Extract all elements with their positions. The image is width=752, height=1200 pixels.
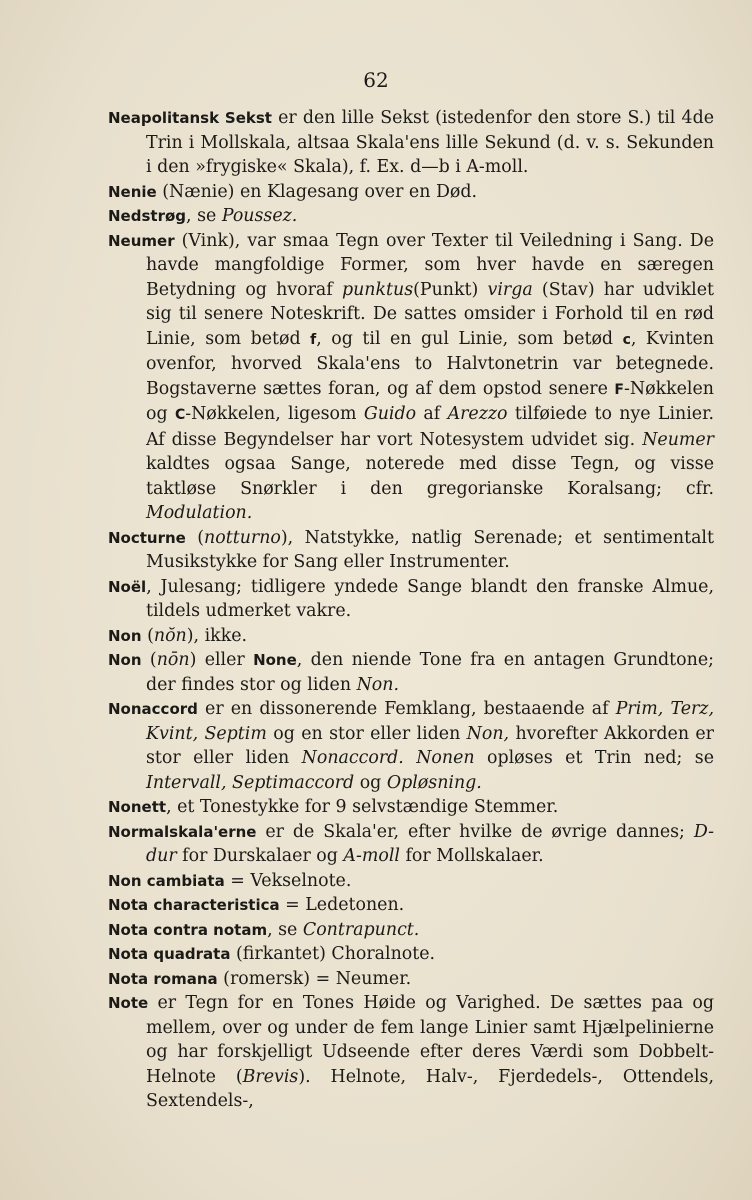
headword: Neapolitansk Sekst [108, 109, 272, 127]
entry-text: for Durskalaer og [176, 846, 344, 866]
headword: Nonaccord [108, 700, 198, 718]
headword: Normalskala'erne [108, 822, 257, 841]
italic-text: Non, [466, 723, 510, 744]
entry-nota-characteristica [108, 893, 714, 918]
headword: Non cambiata [108, 871, 225, 890]
italic-text: Brevis [242, 1066, 299, 1087]
headword: Nenie [108, 182, 157, 201]
italic-text: nōn [156, 650, 190, 670]
entry-text: og en stor eller liden [266, 723, 467, 744]
headword: Nota quadrata [108, 945, 231, 963]
headword: Nota romana [108, 969, 218, 988]
entry-text: , og til en gul Linie, som betød [316, 328, 623, 349]
italic-text: Contrapunct. [302, 919, 420, 940]
italic-text: notturno [204, 527, 281, 548]
italic-text: Nonen [416, 748, 475, 768]
entry-text: -Nøkkelen og [146, 378, 714, 424]
page-number: 62 [363, 68, 389, 92]
italic-text: Modulation. [146, 503, 253, 523]
entry-text: er Tegn for en Tones Høide og Varighed. De sættes paa og mellem, over og under de fem lange Linier samt Hjælpelinierne og har forskjelligt Udseende efter deres Værdi som Dobbelt-Helnote ( [146, 993, 714, 1087]
entry-text: , Julesang; tidligere yndede Sange blandt den franske Almue, tildels udmerket vakre. [146, 576, 714, 621]
headword: Non [108, 651, 142, 669]
entry-text: tilføiede to nye Linier. Af disse Begyndelser har vort Notesystem udvidet sig. [146, 404, 714, 450]
entry-text: , et Tonestykke for 9 selvstændige Stemmer. [166, 797, 559, 817]
italic-text: Arezzo [447, 404, 508, 424]
entry-nonett [108, 795, 714, 820]
entry-text: er de Skala'er, efter hvilke de øvrige dannes; [256, 821, 694, 842]
entry-text: ). Helnote, Halv-, Fjerdedels-, Ottendels, Sextendels-, [146, 1066, 714, 1111]
entry-nocturne [108, 526, 714, 575]
italic-text: virga [487, 279, 533, 300]
italic-text: Prim, Terz, Kvint, Septim [146, 699, 714, 744]
entry-text: = Ledetonen. [279, 895, 405, 915]
entry-nenie [108, 180, 714, 205]
dictionary-entries [108, 106, 714, 1114]
entry-text: (Punkt) [413, 279, 488, 300]
entry-nedstrog [108, 204, 714, 229]
italic-text: Intervall, Septimaccord [146, 772, 355, 793]
entry-text: ( [185, 527, 205, 548]
entry-text: ( [141, 650, 157, 670]
entry-text: (Vink), var smaa Tegn over Texter til Veiledning i Sang. De havde mangfoldige Former, som hver havde en særegen Betydning og hvoraf [146, 230, 714, 300]
entry-text: (Nænie) en Klagesang over en Død. [156, 181, 478, 202]
italic-text: D-dur [146, 821, 714, 866]
italic-text: Neumer [642, 429, 714, 450]
entry-text: -Nøkkelen, ligesom [185, 404, 364, 424]
entry-neapolitansk [108, 106, 714, 180]
italic-text: Guido [363, 404, 417, 424]
entry-text: er en dissonerende Femklang, bestaaende af [197, 699, 616, 719]
entry-nota-romana [108, 967, 714, 992]
entry-text: (firkantet) Choralnote. [230, 944, 436, 964]
entry-text: opløses et Trin ned; se [474, 748, 714, 768]
headword: Nota contra notam [108, 920, 268, 939]
entry-text: af [416, 404, 448, 424]
entry-non2 [108, 648, 714, 697]
entry-text: hvorefter Akkorden er stor eller liden [146, 723, 714, 768]
entry-text: , Kvinten ovenfor, hvorved Skala'ens to Halvtonetrin var betegnede. Bogstaverne sættes foran, og af dem opstod senere [146, 328, 714, 399]
italic-text: punktus [341, 279, 414, 300]
italic-text: Non. [356, 674, 399, 695]
note-letter: C [174, 407, 186, 423]
italic-text: A-moll [343, 846, 400, 866]
entry-text: ) eller [189, 650, 254, 670]
note-letter: f [310, 331, 317, 348]
entry-text: ), Natstykke, natlig Serenade; et sentimentalt Musikstykke for Sang eller Instrumenter. [146, 527, 714, 572]
entry-text: , se [267, 919, 303, 940]
entry-text: for Mollskalaer. [399, 846, 544, 866]
entry-text: (Stav) har udviklet sig til senere Noteskrift. De sattes omsider i Forhold til en rød Linie, som betød [146, 279, 714, 349]
entry-text: ( [141, 625, 154, 646]
note-letter: c [622, 331, 631, 348]
entry-text [404, 748, 416, 768]
headword: Nocturne [108, 528, 186, 547]
headword: Non [108, 626, 142, 645]
entry-text: ), ikke. [186, 625, 248, 646]
italic-text: Opløsning. [386, 772, 482, 793]
entry-text: og [354, 772, 387, 793]
italic-text: nŏn [153, 625, 187, 646]
headword: Neumer [108, 231, 175, 250]
entry-nonaccord [108, 697, 714, 795]
italic-text: Poussez. [221, 206, 298, 226]
entry-text: kaldtes ogsaa Sange, noterede med disse Tegn, og visse taktløse Snørkler i den gregorianske Koralsang; cfr. [146, 454, 714, 499]
entry-non1 [108, 624, 714, 649]
headword: Nedstrøg [108, 207, 187, 225]
entry-text: , se [186, 206, 222, 226]
headword: Note [108, 994, 149, 1012]
headword: Noël [108, 577, 147, 596]
entry-text: er den lille Sekst (istedenfor den store S.) til 4de Trin i Mollskala, altsaa Skala'ens lille Sekund (d. v. s. Sekunden i den »frygiske« Skala), f. Ex. d—b i A-moll. [146, 108, 714, 177]
entry-note [108, 991, 714, 1114]
headword: Nonett [108, 798, 167, 816]
italic-text: Nonaccord. [301, 748, 404, 768]
note-letter: F [614, 381, 624, 398]
entry-text: , den niende Tone fra en antagen Grundtone; der findes stor og liden [146, 650, 714, 695]
entry-neumer [108, 229, 714, 526]
entry-text: (romersk) = Neumer. [217, 968, 412, 989]
entry-text: = Vekselnote. [224, 870, 352, 891]
headword: Nota characteristica [108, 896, 280, 914]
entry-non-cambiata [108, 869, 714, 894]
entry-normalskala [108, 820, 714, 869]
entry-noel [108, 575, 714, 624]
headword: None [253, 651, 297, 669]
entry-nota-contra-notam [108, 918, 714, 943]
entry-nota-quadrata [108, 942, 714, 967]
